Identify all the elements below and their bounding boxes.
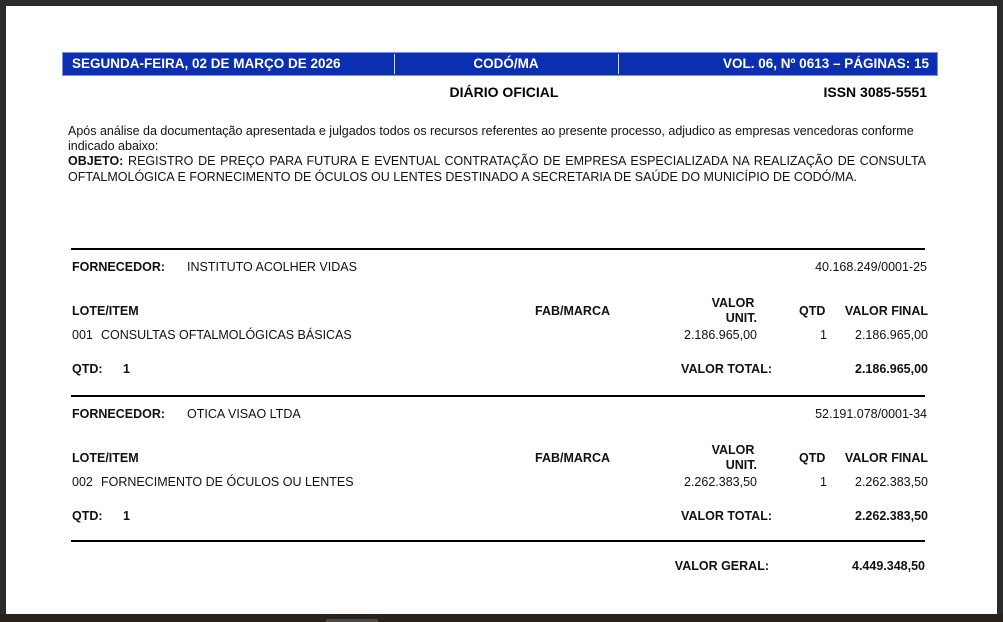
header-city: CODÓ/MA [473,56,539,71]
valor-unit-header-line2: UNIT. [725,311,757,325]
section-divider [71,395,925,397]
valor-unit-header-line1: VALOR [711,443,755,457]
item-valor-final: 2.262.383,50 [855,475,928,489]
qtd-total-label: QTD: [72,509,103,523]
lote-item-header: LOTE/ITEM [72,451,139,465]
qtd-header: QTD [799,304,826,318]
objeto-label: OBJETO: [68,154,124,168]
supplier-cnpj: 52.191.078/0001-34 [815,407,927,421]
header-bar [62,52,938,76]
supplier-name: INSTITUTO ACOLHER VIDAS [187,260,357,274]
qtd-total-value: 1 [123,509,130,523]
item-valor-final: 2.186.965,00 [855,328,928,342]
item-code: 002 [72,475,93,489]
header-divider [618,54,619,74]
header-volume: VOL. 06, Nº 0613 – PÁGINAS: 15 [722,56,929,71]
valor-unit-header-line1: VALOR [711,296,755,310]
document-title: DIÁRIO OFICIAL [449,84,559,100]
header-date: SEGUNDA-FEIRA, 02 DE MARÇO DE 2026 [72,56,341,71]
item-valor-unit: 2.186.965,00 [684,328,757,342]
item-qtd: 1 [820,328,827,342]
item-valor-unit: 2.262.383,50 [684,475,757,489]
item-code: 001 [72,328,93,342]
document-page [6,6,997,614]
qtd-total-value: 1 [123,362,130,376]
valor-total-value: 2.186.965,00 [855,362,928,376]
lote-item-header: LOTE/ITEM [72,304,139,318]
item-description: FORNECIMENTO DE ÓCULOS OU LENTES [101,475,354,489]
valor-total-label: VALOR TOTAL: [681,509,772,523]
valor-final-header: VALOR FINAL [844,304,928,318]
section-divider [71,248,925,250]
valor-geral-value: 4.449.348,50 [852,559,925,573]
intro-paragraph: Após análise da documentação apresentada e julgados todos os recursos referentes ao presente processo, adjudico as empresas vencedoras conforme indicado abaixo: [68,124,914,153]
qtd-header: QTD [799,451,826,465]
item-description: CONSULTAS OFTALMOLÓGICAS BÁSICAS [101,328,352,342]
valor-total-label: VALOR TOTAL: [681,362,772,376]
viewer-bottom-edge [0,614,1003,622]
fornecedor-label: FORNECEDOR: [72,260,166,274]
fab-marca-header: FAB/MARCA [535,451,610,465]
objeto-paragraph [68,154,926,185]
qtd-total-label: QTD: [72,362,103,376]
valor-final-header: VALOR FINAL [844,451,928,465]
valor-total-value: 2.262.383,50 [855,509,928,523]
fab-marca-header: FAB/MARCA [535,304,610,318]
valor-geral-label: VALOR GERAL: [674,559,769,573]
valor-unit-header-line2: UNIT. [725,458,757,472]
supplier-name: OTICA VISAO LTDA [187,407,301,421]
issn-label: ISSN 3085-5551 [823,84,927,100]
section-divider [71,540,925,542]
supplier-cnpj: 40.168.249/0001-25 [815,260,927,274]
objeto-text: REGISTRO DE PREÇO PARA FUTURA E EVENTUAL CONTRATAÇÃO DE EMPRESA ESPECIALIZADA NA REALIZAÇÃO DE CONSULTA OFTALMOLÓGICA E FORNECIMENTO DE ÓCULOS OU LENTES DESTINADO A SECRETARIA DE SAÚDE DO MUNICÍPIO DE CODÓ/MA. [68,154,926,184]
fornecedor-label: FORNECEDOR: [72,407,166,421]
item-qtd: 1 [820,475,827,489]
